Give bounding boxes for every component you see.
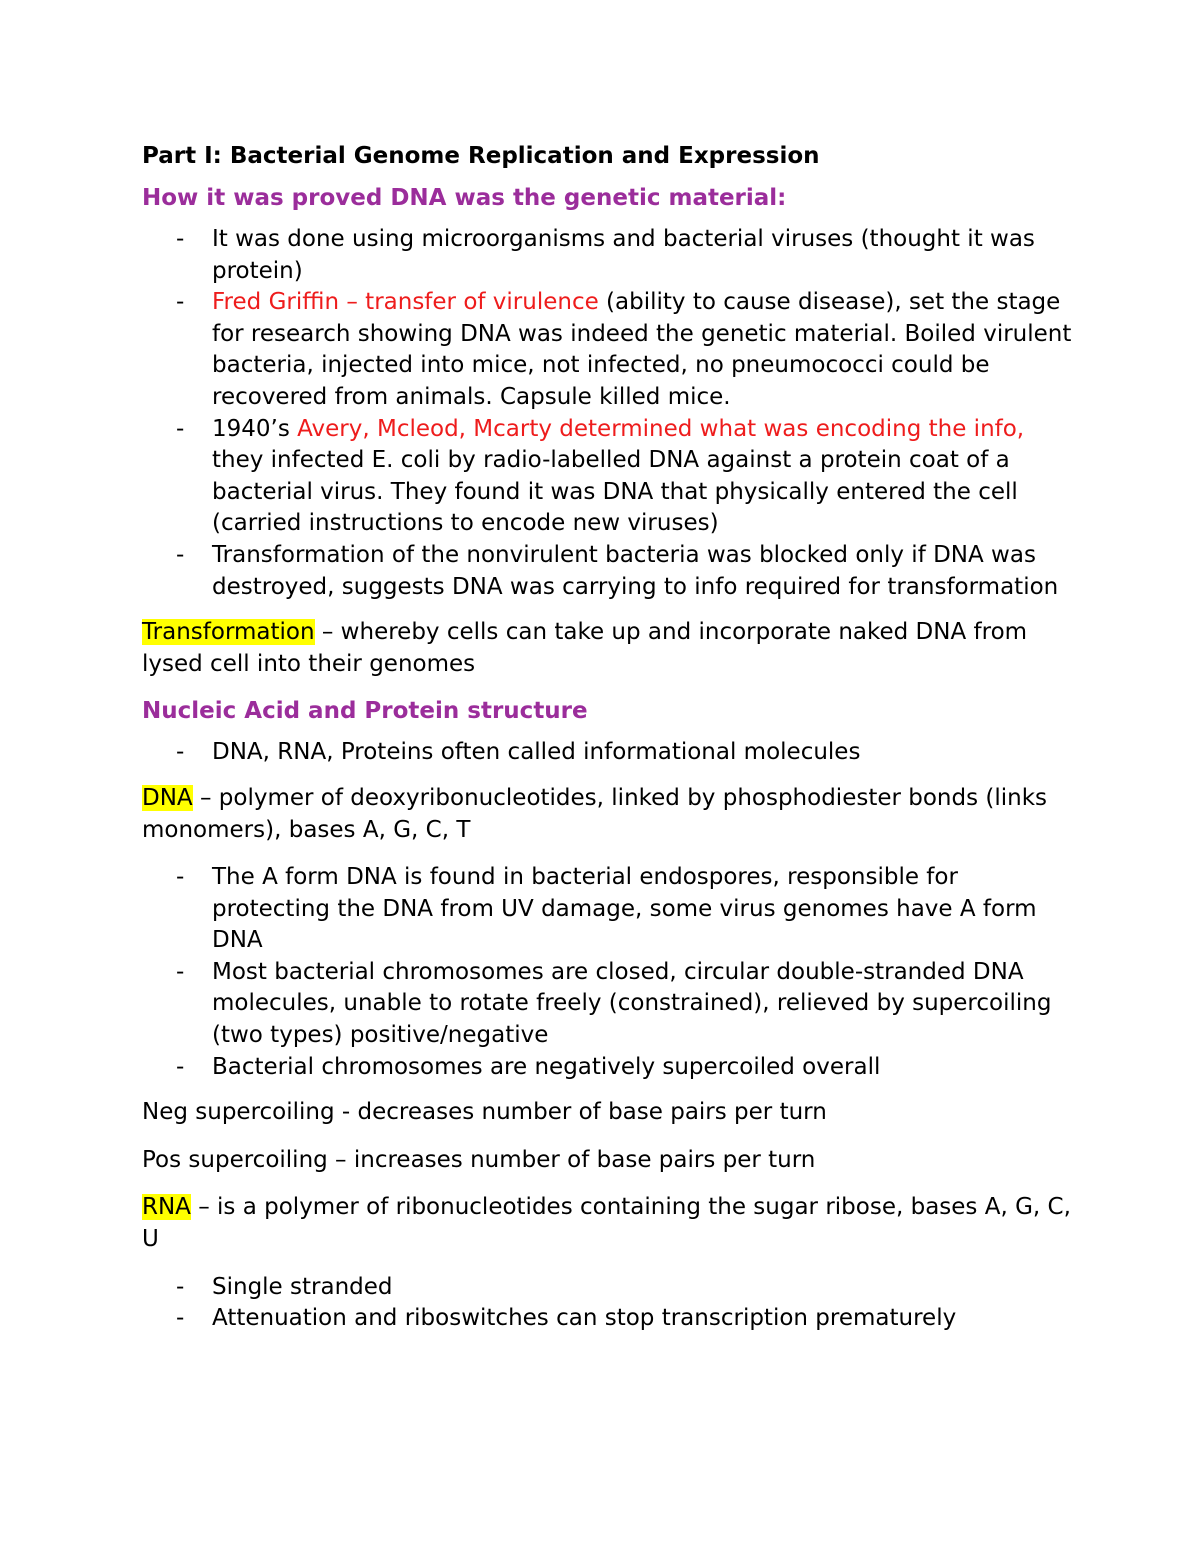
pos-supercoiling-note: Pos supercoiling – increases number of base pairs per turn (142, 1146, 816, 1173)
section-heading-dna-genetic-material: How it was proved DNA was the genetic material: (142, 185, 787, 211)
list-item: - It was done using microorganisms and bacterial viruses (thought it was protein) (142, 224, 1080, 287)
list-item: - Transformation of the nonvirulent bacteria was blocked only if DNA was destroyed, suggests DNA was carrying to info required for transformation (142, 540, 1080, 603)
list-item: - Single stranded (142, 1272, 1080, 1304)
transformation-definition: Transformation – whereby cells can take up and incorporate naked DNA from lysed cell into their genomes (142, 619, 1028, 677)
list-item: - Most bacterial chromosomes are closed, circular double-stranded DNA molecules, unable to rotate freely (constrained), relieved by supercoiling (two types) positive/negative (142, 957, 1080, 1052)
evidence-list (142, 224, 1080, 603)
highlighted-term: RNA (142, 1194, 191, 1221)
dna-list (142, 862, 1080, 1083)
highlighted-term: Transformation (142, 619, 315, 646)
emphasis-avery: Avery, Mcleod, Mcarty determined what was encoding the info, (297, 415, 1025, 442)
neg-supercoiling-note: Neg supercoiling - decreases number of base pairs per turn (142, 1099, 827, 1126)
nucleic-acid-list (142, 737, 1080, 769)
list-item: - 1940’s Avery, Mcleod, Mcarty determined what was encoding the info, they infected E. coli by radio-labelled DNA against a protein coat of a bacterial virus. They found it was DNA that physically entered the cell (carried instructions to encode new viruses) (142, 414, 1080, 540)
rna-list (142, 1272, 1080, 1335)
dna-definition: DNA – polymer of deoxyribonucleotides, linked by phosphodiester bonds (links monomers), bases A, G, C, T (142, 784, 1048, 843)
list-item: - DNA, RNA, Proteins often called informational molecules (142, 737, 1080, 769)
list-item: - The A form DNA is found in bacterial endospores, responsible for protecting the DNA from UV damage, some virus genomes have A form DNA (142, 862, 1080, 957)
page-title: Part I: Bacterial Genome Replication and Expression (142, 143, 820, 169)
rna-definition: RNA – is a polymer of ribonucleotides containing the sugar ribose, bases A, G, C, U (142, 1194, 1071, 1253)
list-item: - Bacterial chromosomes are negatively supercoiled overall (142, 1052, 1080, 1084)
list-item: - Fred Griffin – transfer of virulence (ability to cause disease), set the stage for research showing DNA was indeed the genetic material. Boiled virulent bacteria, injected into mice, not infected, no pneumococci could be recovered from animals. Capsule killed mice. (142, 287, 1080, 413)
list-item: - Attenuation and riboswitches can stop transcription prematurely (142, 1303, 1080, 1335)
emphasis-griffin: Fred Griffin – transfer of virulence (212, 289, 599, 316)
highlighted-term: DNA (142, 784, 193, 811)
section-heading-nucleic-acid: Nucleic Acid and Protein structure (142, 698, 588, 725)
